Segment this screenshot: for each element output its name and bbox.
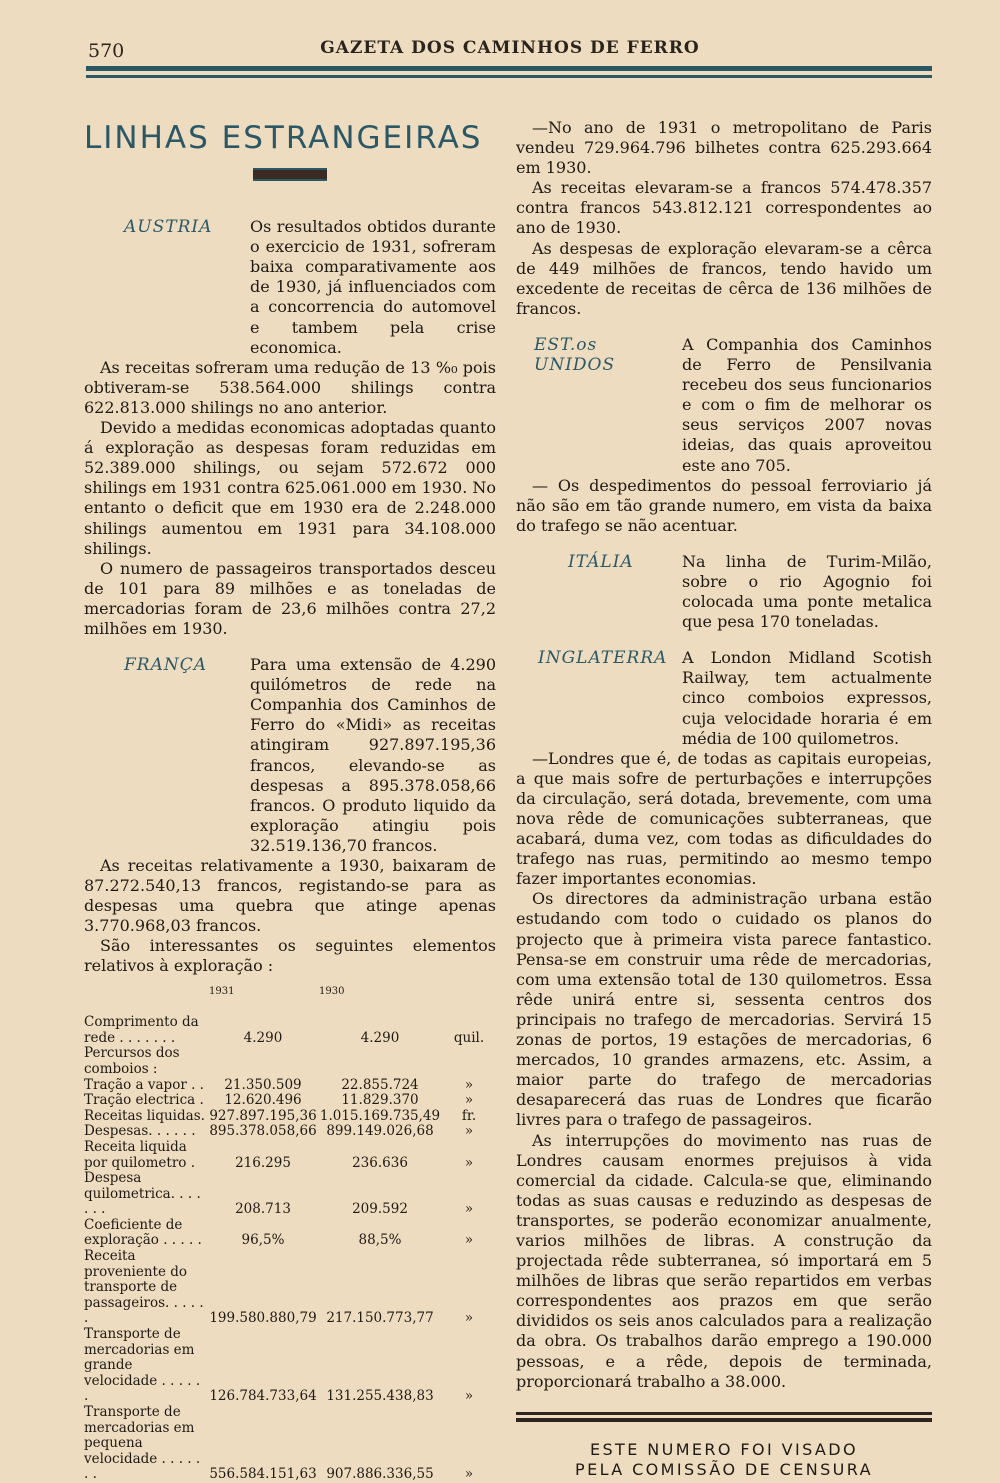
row-label: Comprimento da rede . . . . . . . — [84, 1014, 199, 1046]
value-1930: 22.855.724 — [341, 1076, 419, 1093]
value-1930: 217.150.773,77 — [326, 1310, 434, 1327]
row-label: Transporte de mercadorias em grande velocidade . . . . . . — [84, 1326, 201, 1405]
paris-paragraph: As despesas de exploração elevaram-se a cêrca de 449 milhões de francos, tendo havido um excedente de receitas de cêrca de 136 milhões de francos. — [516, 238, 932, 318]
paris-paragraph: —No ano de 1931 o metropolitano de Paris vendeu 729.964.796 bilhetes contra 625.293.664 em 1930. — [516, 118, 932, 178]
row-label: Despesa quilometrica. . . . . . . — [84, 1170, 201, 1218]
value-1930: 4.290 — [360, 1029, 400, 1046]
unit: » — [464, 1232, 474, 1249]
table-row — [84, 1093, 496, 1109]
title-ornament — [253, 168, 327, 181]
unit: » — [464, 1466, 474, 1483]
header-rule — [86, 66, 932, 80]
value-1931: 556.584.151,63 — [209, 1466, 317, 1483]
censorship-line: PELA COMISSÃO DE CENSURA — [575, 1459, 873, 1479]
table-row — [84, 1140, 496, 1171]
row-label: Receita proveniente do transporte de passageiros. . . . . . — [84, 1248, 204, 1327]
value-1930: 131.255.438,83 — [326, 1388, 434, 1405]
italia-lead-text: Na linha de Turim-Milão, sobre o rio Agognio foi colocada uma ponte metalica que pesa 170 toneladas. — [682, 551, 932, 632]
value-1930 — [318, 1046, 442, 1077]
austria-lead-text: Os resultados obtidos durante o exercicio de 1931, sofreram baixa comparativamente aos de 1930, já influenciados com a concorrencia do automovel e tambem pela crise economica. — [250, 217, 496, 357]
value-1931: 96,5% — [241, 1232, 285, 1249]
franca-lead — [84, 655, 496, 856]
row-label: Percursos dos comboios : — [84, 1045, 180, 1077]
table-row — [84, 1109, 496, 1125]
table-header-row — [84, 983, 496, 1016]
unit — [442, 1046, 496, 1077]
unit: quil. — [453, 1029, 485, 1046]
table-row — [84, 1046, 496, 1077]
austria-lead — [84, 217, 496, 358]
value-1930: 236.636 — [352, 1154, 408, 1171]
row-label: Tração a vapor . . — [84, 1076, 204, 1093]
row-label: Transporte de mercadorias em pequena velocidade . . . . . . . — [84, 1404, 201, 1483]
franca-lead-text: Para uma extensão de 4.290 quilómetros de rede na Companhia dos Caminhos de Ferro do «Midi» as receitas atingiram 927.897.195,36 francos, elevando-se as despesas a 895.378.058,66 francos. O produto liquido da exploração atingiu pois 32.519.136,70 francos. — [250, 655, 496, 855]
table-row — [84, 1171, 496, 1218]
table-row — [84, 1015, 496, 1046]
row-label: Tração electrica . — [84, 1092, 204, 1109]
footer-rule — [516, 1412, 932, 1424]
value-1931: 21.350.509 — [224, 1076, 302, 1093]
row-label: Receitas liquidas. — [84, 1107, 205, 1124]
row-label: Receita liquida por quilometro . — [84, 1138, 195, 1171]
estados-unidos-paragraph: — Os despedimentos do pessoal ferroviario já não são em tão grande numero, em vista da baixa do trafego se não acentuar. — [516, 475, 932, 535]
table-row — [84, 1124, 496, 1140]
value-1931: 927.897.195,36 — [209, 1107, 317, 1124]
article-title: LINHAS ESTRANGEIRAS — [84, 120, 483, 156]
austria-paragraph: As receitas sofreram uma redução de 13 %₀ pois obtiveram-se 538.564.000 shilings contra 622.813.000 shilings no ano anterior. — [84, 357, 496, 417]
value-1931: 216.295 — [235, 1154, 291, 1171]
unit: » — [464, 1201, 474, 1218]
running-title: GAZETA DOS CAMINHOS DE FERRO — [320, 38, 700, 58]
inglaterra-paragraph: —Londres que é, de todas as capitais europeias, a que mais sofre de perturbações e interrupções da circulação, será dotada, brevemente, com uma nova rêde de comunicações subterraneas, que acabará, duma vez, com todas as dificuldades do trafego nas ruas, permitindo ao mesmo tempo fazer importantes economias. — [516, 748, 932, 889]
franca-paragraph: As receitas relativamente a 1930, baixaram de 87.272.540,13 francos, registando-se para as despesas uma quebra que atinge apenas 3.770.968,03 francos. — [84, 856, 496, 936]
inglaterra-lead-text: A London Midland Scotish Railway, tem actualmente cinco comboios expressos, cuja velocidade horaria é em média de 100 quilometros. — [682, 648, 932, 748]
column-header: 1930 — [319, 985, 345, 997]
inglaterra-lead — [516, 648, 932, 748]
unit: » — [464, 1076, 474, 1093]
page-number: 570 — [88, 40, 125, 62]
censorship-line: ESTE NUMERO FOI VISADO — [589, 1439, 858, 1459]
austria-paragraph: Devido a medidas economicas adoptadas quanto á exploração as despesas foram reduzidas em 52.389.000 shilings, ou sejam 572.672 000 shilings em 1931 contra 625.061.000 em 1930. No entanto o deficit que em 1930 era de 2.248.000 shilings aumentou em 1931 para 34.108.000 shilings. — [84, 418, 496, 558]
unit: » — [464, 1310, 474, 1327]
paris-paragraph: As receitas elevaram-se a francos 574.478.357 contra francos 543.812.121 correspondentes ao ano de 1930. — [516, 178, 932, 238]
country-label-austria: AUSTRIA — [124, 217, 213, 238]
value-1930: 1.015.169.735,49 — [319, 1107, 441, 1124]
value-1931: 199.580.880,79 — [209, 1310, 317, 1327]
country-label-estados-unidos: EST.os UNIDOS — [534, 334, 616, 376]
unit: » — [464, 1388, 474, 1405]
table-row — [84, 1218, 496, 1249]
austria-paragraph: O numero de passageiros transportados desceu de 101 para 89 milhões e as toneladas de mercadorias foram de 23,6 milhões contra 27,2 milhões em 1930. — [84, 558, 496, 638]
value-1930: 11.829.370 — [341, 1092, 419, 1109]
italia-lead — [516, 552, 932, 632]
estados-unidos-lead-text: A Companhia dos Caminhos de Ferro de Pensilvania recebeu dos seus funcionarios e com o fim de melhorar os seus serviços 2007 novas ideias, das quais aproveitou este ano 705. — [682, 334, 932, 475]
unit: » — [464, 1092, 474, 1109]
table-row — [84, 1327, 496, 1405]
censorship-notice — [516, 1440, 932, 1480]
value-1931: 208.713 — [235, 1201, 291, 1218]
estados-unidos-lead — [516, 335, 932, 476]
table-row — [84, 1405, 496, 1483]
inglaterra-paragraph: As interrupções do movimento nas ruas de Londres causam enormes prejuisos à vida comercial da cidade. Calcula-se que, eliminando todas as suas causas e reduzindo as despesas de transportes, se poderão economizar anualmente, varios milhões de libras. A construção da projectada rêde subterranea, só importará em 5 milhões de libras que serão repartidos em verbas correspondentes aos prazos em que serão divididos os seis anos calculados para a realização da obra. Os trabalhos darão emprego a 190.000 pessoas, e a rêde, depois de terminada, proporcionará trabalho a 38.000. — [516, 1130, 932, 1391]
table-row — [84, 1249, 496, 1327]
value-1931: 4.290 — [243, 1029, 283, 1046]
column-header: 1931 — [209, 985, 235, 997]
unit: fr. — [461, 1107, 477, 1124]
value-1930: 88,5% — [358, 1232, 402, 1249]
value-1930: 209.592 — [352, 1201, 408, 1218]
franca-paragraph: São interessantes os seguintes elementos relativos à exploração : — [84, 936, 496, 976]
table-row — [84, 1078, 496, 1094]
value-1931 — [208, 1046, 318, 1077]
exploration-stats-table — [84, 983, 496, 1483]
row-label: Despesas. . . . . . — [84, 1123, 196, 1140]
value-1930: 899.149.026,68 — [326, 1123, 434, 1140]
country-label-italia: ITÁLIA — [568, 551, 634, 572]
left-column — [84, 118, 496, 1483]
inglaterra-paragraph: Os directores da administração urbana estão estudando com todo o cuidado os planos do projecto que à primeira vista parece fantastico. Pensa-se em construir uma rêde de mercadorias, com uma extensão total de 130 quilometros. Essa rêde unirá entre si, sessenta centros dos principais no trafego de mercadorias. Servirá 15 zonas de portos, 19 estações de mercadorias, 6 mercados, 10 grandes armazens, etc. Assim, a maior parte do trafego de mercadorias desaparecerá das ruas de Londres que ficarão livres para o trafego de passageiros. — [516, 889, 932, 1130]
country-label-franca: FRANÇA — [124, 655, 208, 676]
unit: » — [464, 1154, 474, 1171]
value-1931: 895.378.058,66 — [209, 1123, 317, 1140]
right-column — [516, 118, 932, 1480]
row-label: Coeficiente de exploração . . . . . — [84, 1216, 202, 1249]
unit: » — [464, 1123, 474, 1140]
value-1931: 126.784.733,64 — [209, 1388, 317, 1405]
country-label-inglaterra: INGLATERRA — [538, 648, 668, 669]
value-1930: 907.886.336,55 — [326, 1466, 434, 1483]
value-1931: 12.620.496 — [224, 1092, 302, 1109]
